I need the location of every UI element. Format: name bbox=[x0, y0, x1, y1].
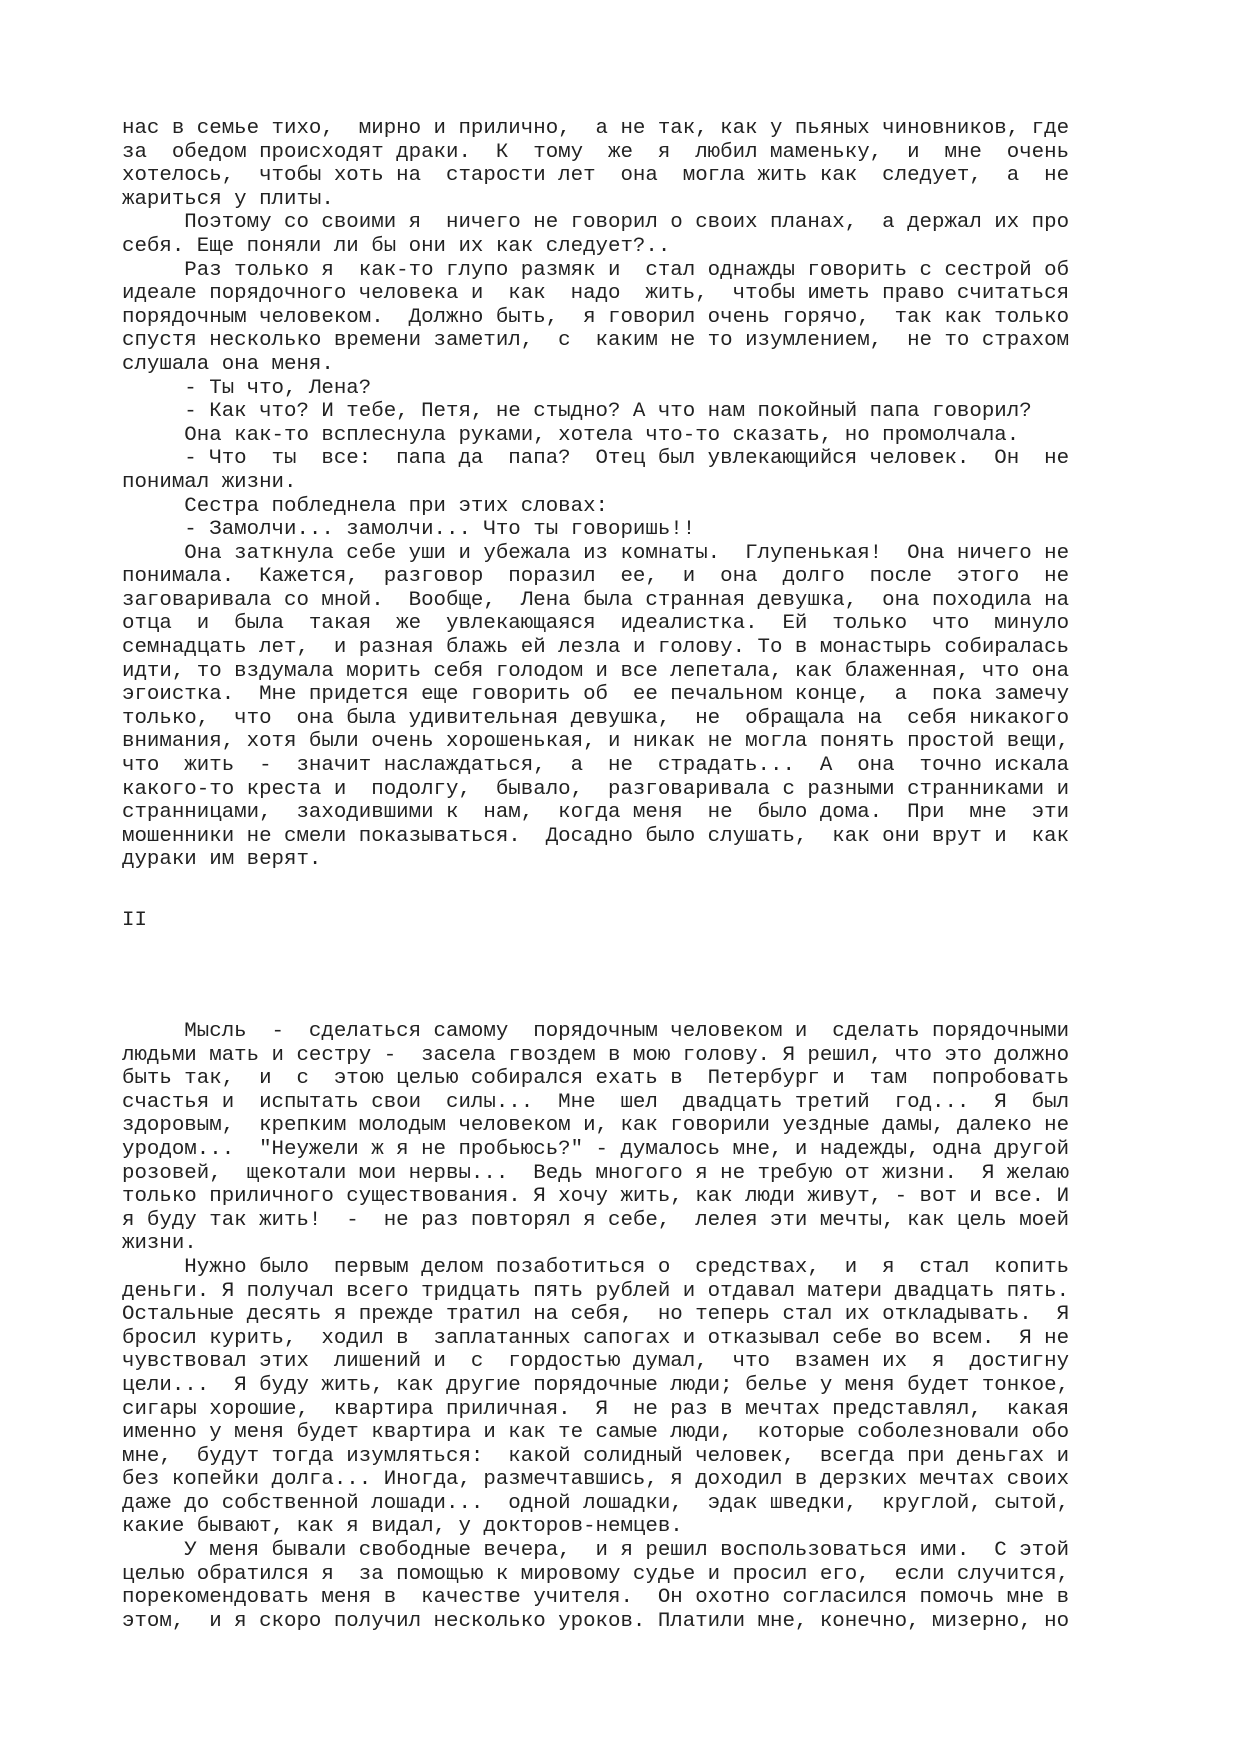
text-line: что жить - значит наслаждаться, а не страдать... А она точно искала bbox=[122, 754, 1070, 778]
text-line: Нужно было первым делом позаботиться о средствах, и я стал копить bbox=[122, 1255, 1070, 1279]
text-line: этом, и я скоро получил несколько уроков. Платили мне, конечно, мизерно, но bbox=[122, 1609, 1070, 1633]
text-line: жизни. bbox=[122, 1232, 197, 1256]
text-line: - Замолчи... замолчи... Что ты говоришь!! bbox=[122, 518, 696, 542]
text-line: без копейки долга... Иногда, размечтавшись, я доходил в дерзких мечтах своих bbox=[122, 1468, 1070, 1492]
text-line: слушала она меня. bbox=[122, 352, 334, 376]
text-line: спустя несколько времени заметил, с каким не то изумлением, не то страхом bbox=[122, 329, 1070, 353]
text-line: быть так, и с этою целью собирался ехать в Петербург и там попробовать bbox=[122, 1067, 1070, 1091]
text-line: только, что она была удивительная девушка, не обращала на себя никакого bbox=[122, 706, 1070, 730]
text-line: Она как-то всплеснула руками, хотела что-то сказать, но промолчала. bbox=[122, 423, 1020, 447]
text-line: отца и была такая же увлекающаяся идеалистка. Ей только что минуло bbox=[122, 612, 1070, 636]
text-line: мне, будут тогда изумляться: какой солидный человек, всегда при деньгах и bbox=[122, 1444, 1070, 1468]
text-line: Сестра побледнела при этих словах: bbox=[122, 494, 608, 518]
text-line: понимала. Кажется, разговор поразил ее, и она долго после этого не bbox=[122, 565, 1070, 589]
text-line: - Ты что, Лена? bbox=[122, 376, 372, 400]
text-line: цели... Я буду жить, как другие порядочные люди; белье у меня будет тонкое, bbox=[122, 1373, 1070, 1397]
text-line: мошенники не смели показываться. Досадно было слушать, как они врут и как bbox=[122, 824, 1070, 848]
text-line: У меня бывали свободные вечера, и я решил воспользоваться ими. С этой bbox=[122, 1539, 1070, 1563]
text-line: жариться у плиты. bbox=[122, 187, 334, 211]
text-line: Раз только я как-то глупо размяк и стал однажды говорить с сестрой об bbox=[122, 258, 1070, 282]
text-line: счастья и испытать свои силы... Мне шел двадцать третий год... Я был bbox=[122, 1090, 1070, 1114]
text-line: нас в семье тихо, мирно и прилично, а не так, как у пьяных чиновников, где bbox=[122, 117, 1070, 140]
text-line: семнадцать лет, и разная блажь ей лезла и голову. То в монастырь собиралась bbox=[122, 636, 1070, 660]
text-line: идеале порядочного человека и как надо жить, чтобы иметь право считаться bbox=[122, 282, 1070, 306]
text-line: целью обратился я за помощью к мировому судье и просил его, если случится, bbox=[122, 1562, 1070, 1586]
text-line: бросил курить, ходил в заплатанных сапогах и отказывал себе во всем. Я не bbox=[122, 1326, 1070, 1350]
text-line: уродом... "Неужели ж я не пробьюсь?" - думалось мне, и надежды, одна другой bbox=[122, 1137, 1070, 1161]
text-line: внимания, хотя были очень хорошенькая, и никак не могла понять простой вещи, bbox=[122, 730, 1070, 754]
text-line: дураки им верят. bbox=[122, 848, 322, 872]
text-line: заговаривала со мной. Вообще, Лена была странная девушка, она походила на bbox=[122, 588, 1070, 612]
text-line: себя. Еще поняли ли бы они их как следует?.. bbox=[122, 234, 671, 258]
text-line: понимал жизни. bbox=[122, 470, 297, 494]
text-line: идти, то вздумала морить себя голодом и все лепетала, как блаженная, что она bbox=[122, 659, 1070, 683]
text-line: сигары хорошие, квартира приличная. Я не раз в мечтах представлял, какая bbox=[122, 1397, 1070, 1421]
text-line: хотелось, чтобы хоть на старости лет она могла жить как следует, а не bbox=[122, 164, 1070, 188]
text-line: порядочным человеком. Должно быть, я говорил очень горячо, так как только bbox=[122, 305, 1070, 329]
text-line: людьми мать и сестру - засела гвоздем в мою голову. Я решил, что это должно bbox=[122, 1043, 1070, 1067]
text-line: Остальные десять я прежде тратил на себя, но теперь стал их откладывать. Я bbox=[122, 1303, 1070, 1327]
text-line: даже до собственной лошади... одной лошадки, эдак шведки, круглой, сытой, bbox=[122, 1491, 1070, 1515]
text-block-1 bbox=[122, 117, 1082, 872]
text-line: я буду так жить! - не раз повторял я себе, лелея эти мечты, как цель моей bbox=[122, 1208, 1070, 1232]
text-line: какого-то креста и подолгу, бывало, разговаривала с разными странниками и bbox=[122, 777, 1070, 801]
text-line: здоровым, крепким молодым человеком и, как говорили уездные дамы, далеко не bbox=[122, 1114, 1070, 1138]
text-line: за обедом происходят драки. К тому же я любил маменьку, и мне очень bbox=[122, 140, 1070, 164]
text-line: именно у меня будет квартира и как те самые люди, которые соболезновали обо bbox=[122, 1421, 1070, 1445]
text-line: чувствовал этих лишений и с гордостью думал, что взамен их я достигну bbox=[122, 1350, 1070, 1374]
text-line: розовей, щекотали мои нервы... Ведь многого я не требую от жизни. Я желаю bbox=[122, 1161, 1070, 1185]
text-line: - Как что? И тебе, Петя, не стыдно? А что нам покойный папа говорил? bbox=[122, 400, 1032, 424]
text-line: эгоистка. Мне придется еще говорить об ее печальном конце, а пока замечу bbox=[122, 683, 1070, 707]
text-line: Мысль - сделаться самому порядочным человеком и сделать порядочными bbox=[122, 1020, 1070, 1043]
text-line: деньги. Я получал всего тридцать пять рублей и отдавал матери двадцать пять. bbox=[122, 1279, 1070, 1303]
text-line: Поэтому со своими я ничего не говорил о своих планах, а держал их про bbox=[122, 211, 1070, 235]
text-line: порекомендовать меня в качестве учителя. Он охотно согласился помочь мне в bbox=[122, 1586, 1070, 1610]
text-line: какие бывают, как я видал, у докторов-немцев. bbox=[122, 1515, 683, 1539]
chapter-heading: II bbox=[122, 909, 147, 932]
text-block-2 bbox=[122, 1020, 1082, 1633]
text-line: Она заткнула себе уши и убежала из комнаты. Глупенькая! Она ничего не bbox=[122, 541, 1070, 565]
text-line: только приличного существования. Я хочу жить, как люди живут, - вот и все. И bbox=[122, 1185, 1070, 1209]
text-line: - Что ты все: папа да папа? Отец был увлекающийся человек. Он не bbox=[122, 447, 1070, 471]
text-line: странницами, заходившими к нам, когда меня не было дома. При мне эти bbox=[122, 801, 1070, 825]
